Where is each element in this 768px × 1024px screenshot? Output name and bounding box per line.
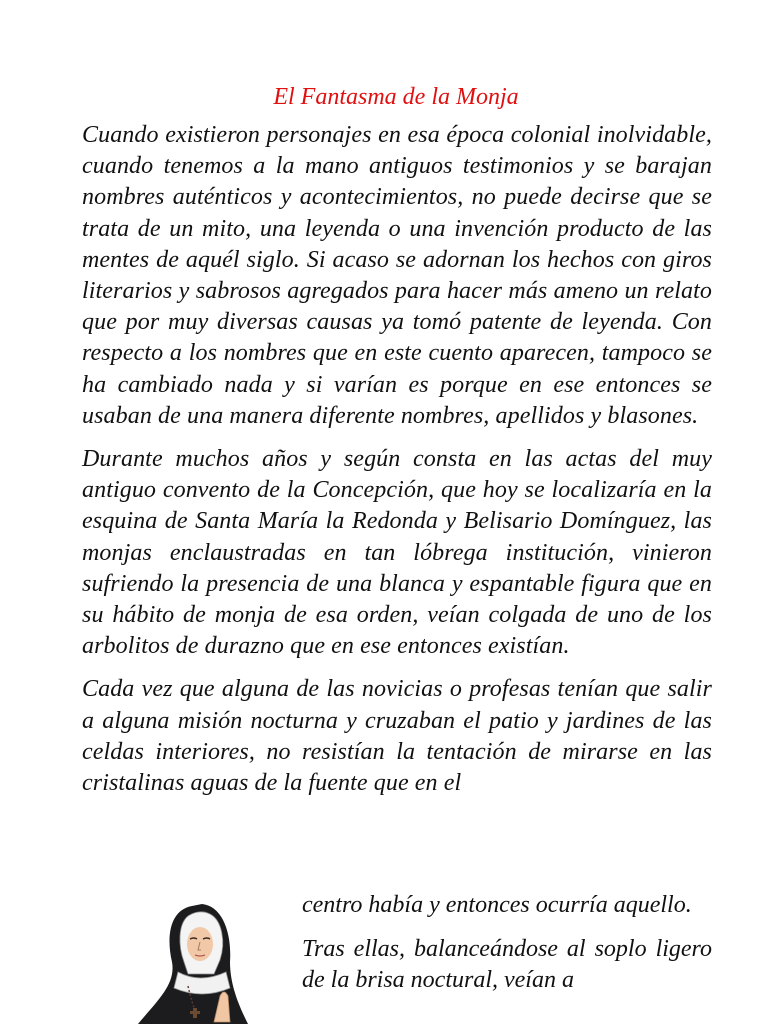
- document-title: El Fantasma de la Monja: [273, 84, 519, 110]
- nun-illustration: [130, 892, 280, 1024]
- paragraph: Cuando existieron personajes en esa época colonial inolvidable, cuando tenemos a la mano antiguos testimonios y se barajan nombres auténticos y acontecimientos, no puede decirse que se trata de un mito, una leyenda o una invención producto de las mentes de aquél siglo. Si acaso se adornan los hechos con giros literarios y sabrosos agregados para hacer más ameno un relato que por muy diversas causas ya tomó patente de leyenda. Con respecto a los nombres que en este cuento aparecen, tampoco se ha cambiado nada y si varían es porque en ese entonces se usaban de una manera diferente nombres, apellidos y blasones.: [82, 122, 712, 429]
- paragraph: Tras ellas, balanceándose al soplo ligero de la brisa noctural, veían a: [302, 935, 712, 993]
- nun-image: [130, 892, 280, 1024]
- paragraph: Durante muchos años y según consta en las actas del muy antiguo convento de la Concepción, que hoy se localizaría en la esquina de Santa María la Redonda y Belisario Domínguez, las monjas enclaustradas en tan lóbrega institución, vinieron sufriendo la presencia de una blanca y espantable figura que en su hábito de monja de esa orden, veían colgada de uno de los arbolitos de durazno que en ese entonces existían.: [82, 446, 712, 660]
- paragraph: centro había y entonces ocurría aquello.: [302, 892, 692, 918]
- wrapped-text: [302, 890, 712, 1009]
- paragraph: Cada vez que alguna de las novicias o profesas tenían que salir a alguna misión nocturna y cruzaban el patio y jardines de las celdas interiores, no resistían la tentación de mirarse en las cristalinas aguas de la fuente que en el: [82, 676, 712, 797]
- body-text: [82, 120, 712, 799]
